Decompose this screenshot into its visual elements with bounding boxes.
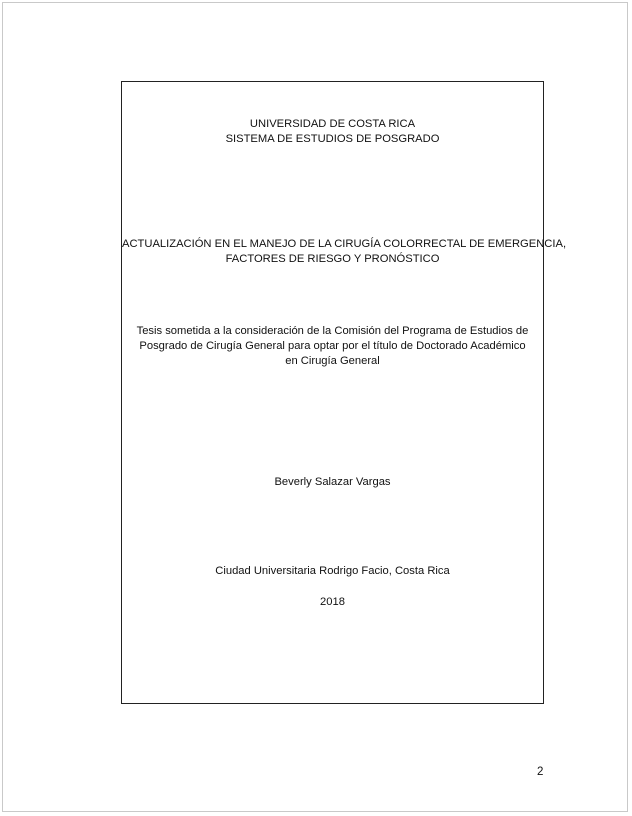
department-name: SISTEMA DE ESTUDIOS DE POSGRADO	[225, 133, 440, 145]
year: 2018	[320, 596, 345, 608]
location: Ciudad Universitaria Rodrigo Facio, Costa Rica	[215, 565, 450, 577]
thesis-statement: Tesis sometida a la consideración de la Comisión del Programa de Estudios de Posgrado de Cirugía General para optar por el título de Doctorado Académico en Cirugía General	[136, 325, 529, 367]
page-number: 2	[537, 766, 544, 778]
institution-name: UNIVERSIDAD DE COSTA RICA	[249, 118, 416, 130]
title-page-frame	[121, 81, 567, 704]
document-page	[2, 2, 628, 812]
thesis-title-line-1: ACTUALIZACIÓN EN EL MANEJO DE LA CIRUGÍA COLORRECTAL DE EMERGENCIA,	[122, 238, 567, 250]
author-name: Beverly Salazar Vargas	[274, 476, 391, 488]
thesis-title-line-2: FACTORES DE RIESGO Y PRONÓSTICO	[225, 253, 440, 265]
